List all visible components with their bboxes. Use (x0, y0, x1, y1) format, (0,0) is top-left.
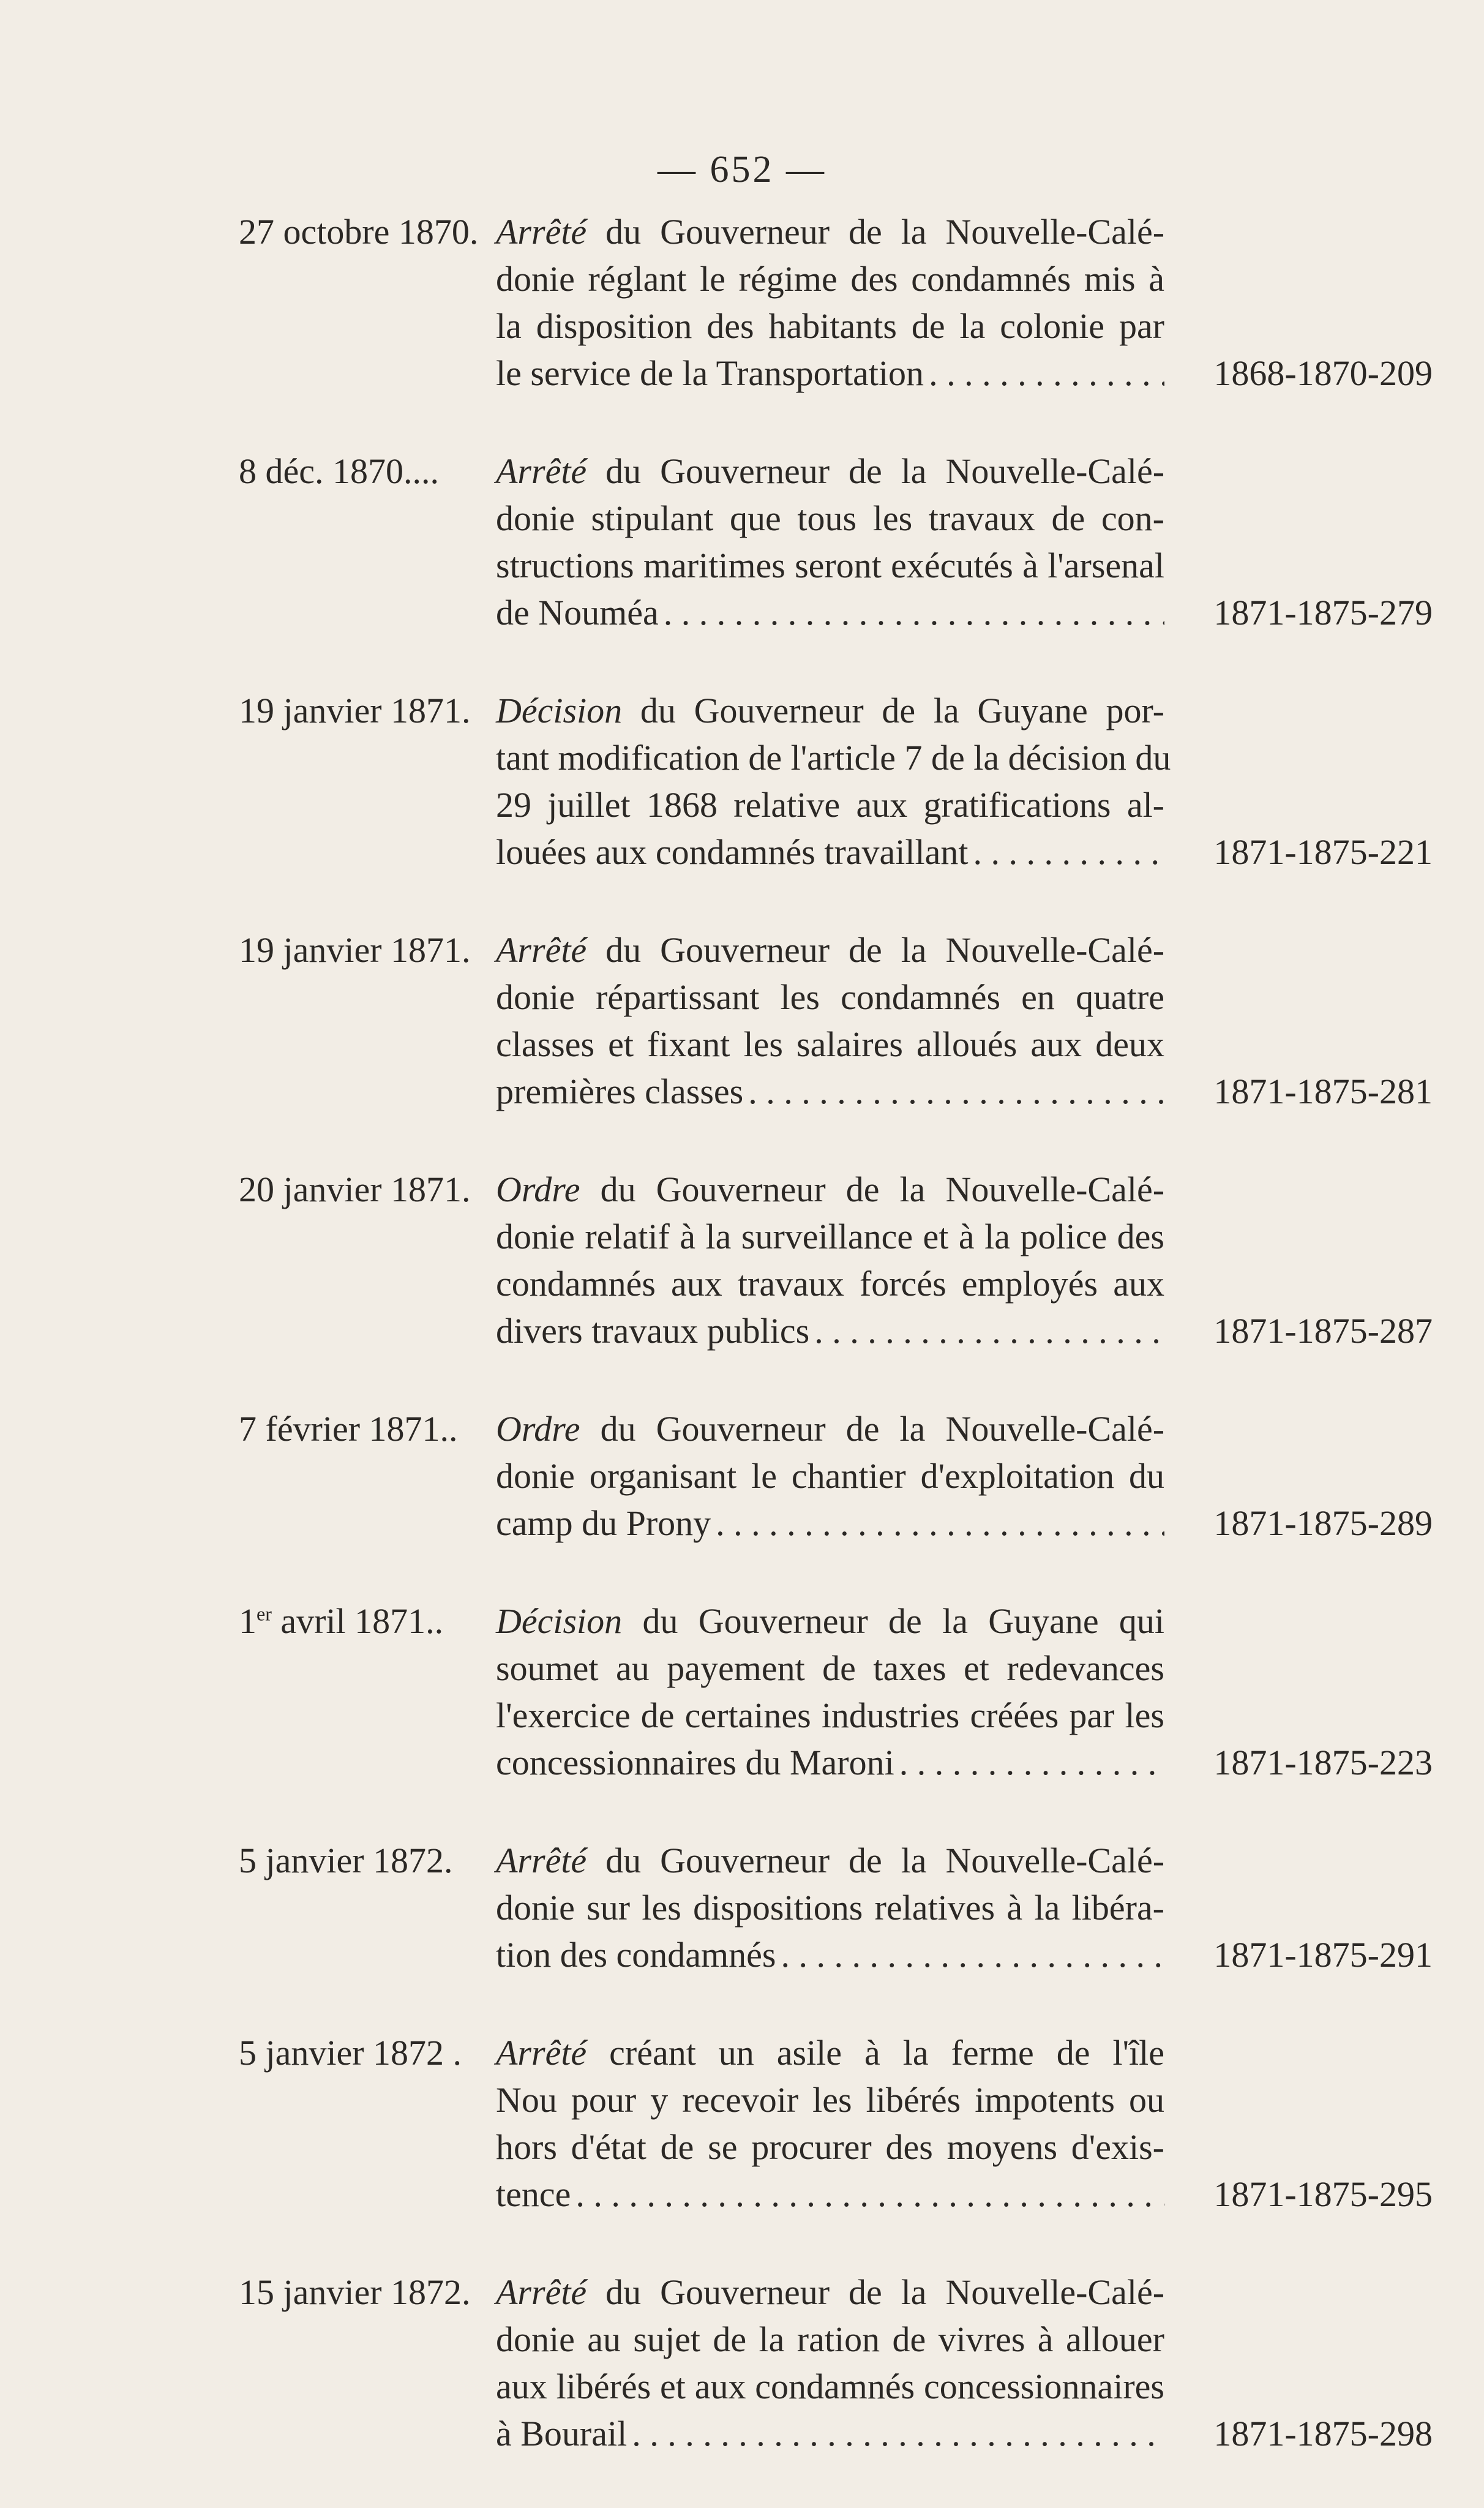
entry-text: du Gouverneur de la Nouvelle-Calé- (600, 1409, 1165, 1449)
act-type: Arrêté (496, 2272, 587, 2312)
entry-description (496, 2029, 1164, 2218)
entry-description (496, 2269, 1164, 2457)
act-type: Arrêté (496, 212, 587, 252)
entry-date: 7 février 1871.. (239, 1409, 458, 1449)
entry-text: du Gouverneur de la Nouvelle-Calé- (605, 212, 1165, 252)
entry-text: du Gouverneur de la Nouvelle-Calé- (605, 2272, 1165, 2312)
entry-line (496, 1068, 1164, 1115)
entry-line: condamnés aux travaux forcés employés aux (496, 1264, 1164, 1304)
entry-line: tant modification de l'article 7 de la décision du (496, 738, 1171, 778)
entry-line (496, 1307, 1164, 1354)
dot-leader (776, 1931, 1164, 1978)
volume-reference: 1871-1875-298 (1213, 2414, 1433, 2454)
volume-reference: 1871-1875-223 (1213, 1743, 1433, 1782)
dot-leader (743, 1068, 1164, 1115)
entry-line: donie au sujet de la ration de vivres à allouer (496, 2319, 1164, 2359)
entry-line (496, 1500, 1164, 1547)
entry-date: 8 déc. 1870.... (239, 451, 439, 491)
entry-date: 19 janvier 1871. (239, 691, 471, 730)
entry-text: du Gouverneur de la Nouvelle-Calé- (600, 1170, 1165, 1209)
entry-line (496, 1405, 1164, 1452)
entry-text: le service de la Transportation (496, 353, 924, 393)
act-type: Arrêté (496, 930, 587, 970)
act-type: Décision (496, 691, 623, 730)
decree-entry (239, 1405, 1433, 1547)
decree-entry (239, 687, 1433, 876)
decree-entry (239, 1598, 1433, 1786)
entry-line: aux libérés et aux condamnés concessionnaires (496, 2367, 1164, 2406)
act-type: Arrêté (496, 1841, 587, 1880)
decree-entry (239, 208, 1433, 397)
entry-line: Nou pour y recevoir les libérés impotents ou (496, 2080, 1164, 2120)
entry-text: de Nouméa (496, 593, 659, 633)
entry-description (496, 208, 1164, 397)
entry-description (496, 1405, 1164, 1547)
entry-description (496, 926, 1164, 1115)
entry-line (496, 1166, 1164, 1213)
volume-reference: 1871-1875-295 (1213, 2174, 1433, 2214)
entry-description (496, 1837, 1164, 1978)
entry-line (496, 1837, 1164, 1884)
entry-description (496, 448, 1164, 636)
entry-line (496, 350, 1164, 397)
act-type: Arrêté (496, 451, 587, 491)
entry-text: tion des condamnés (496, 1935, 776, 1975)
volume-reference: 1871-1875-291 (1213, 1935, 1433, 1975)
entry-line: soumet au payement de taxes et redevances (496, 1648, 1164, 1688)
volume-reference: 1871-1875-289 (1213, 1503, 1433, 1543)
entry-text: du Gouverneur de la Nouvelle-Calé- (605, 451, 1165, 491)
entry-line: donie réglant le régime des condamnés mis à (496, 259, 1164, 299)
entry-line: structions maritimes seront exécutés à l'arsenal (496, 546, 1164, 585)
entry-line (496, 448, 1164, 495)
entry-line: donie relatif à la surveillance et à la police des (496, 1217, 1164, 1256)
entry-date: 27 octobre 1870. (239, 212, 479, 252)
dot-leader (711, 1500, 1164, 1547)
entry-line (496, 1598, 1164, 1645)
decree-entry (239, 2269, 1433, 2457)
decree-entry (239, 926, 1433, 1115)
dot-leader (924, 350, 1164, 397)
date-rest: avril 1871.. (271, 1601, 444, 1641)
entry-date: 20 janvier 1871. (239, 1170, 471, 1209)
dot-leader (894, 1739, 1164, 1786)
entry-text: du Gouverneur de la Guyane qui (642, 1601, 1165, 1641)
entry-line: l'exercice de certaines industries créées par les (496, 1695, 1164, 1735)
entry-text: du Gouverneur de la Nouvelle-Calé- (605, 930, 1165, 970)
entry-text: premières classes (496, 1072, 744, 1111)
volume-reference: 1871-1875-281 (1213, 1072, 1433, 1111)
act-type: Décision (496, 1601, 623, 1641)
dot-leader (571, 2171, 1164, 2218)
entry-text: tence (496, 2174, 571, 2214)
entry-line: hors d'état de se procurer des moyens d'exis- (496, 2127, 1164, 2167)
entry-date: 5 janvier 1872 . (239, 2033, 462, 2073)
act-type: Ordre (496, 1409, 580, 1449)
entry-text: à Bourail (496, 2414, 628, 2454)
dot-leader (968, 828, 1164, 876)
entry-date: 5 janvier 1872. (239, 1841, 453, 1880)
volume-reference: 1868-1870-209 (1213, 353, 1433, 393)
volume-reference: 1871-1875-221 (1213, 832, 1433, 872)
volume-reference: 1871-1875-287 (1213, 1311, 1433, 1351)
decree-entry (239, 448, 1433, 636)
entry-text: du Gouverneur de la Nouvelle-Calé- (605, 1841, 1165, 1880)
entry-text: créant un asile à la ferme de l'île (609, 2033, 1165, 2073)
decree-entry (239, 2029, 1433, 2218)
entry-text: du Gouverneur de la Guyane por- (640, 691, 1164, 730)
entry-description (496, 1598, 1164, 1786)
entry-line (496, 687, 1164, 734)
decree-entry (239, 1837, 1433, 1978)
entry-date: 19 janvier 1871. (239, 930, 471, 970)
entry-line (496, 926, 1164, 974)
entry-line: donie organisant le chantier d'exploitation du (496, 1456, 1164, 1496)
entry-line: donie sur les dispositions relatives à la libéra- (496, 1888, 1164, 1928)
act-type: Arrêté (496, 2033, 587, 2073)
entry-line (496, 2269, 1164, 2316)
entry-line (496, 2029, 1164, 2076)
entry-line (496, 1739, 1164, 1786)
date-ordinal: er (257, 1602, 272, 1625)
entry-line: donie répartissant les condamnés en quatre (496, 977, 1164, 1017)
entry-description (496, 1166, 1164, 1354)
entry-text: camp du Prony (496, 1503, 711, 1543)
entry-description (496, 687, 1171, 876)
entry-text: divers travaux publics (496, 1311, 810, 1351)
dot-leader (659, 589, 1164, 636)
entry-date: 15 janvier 1872. (239, 2272, 471, 2312)
entry-line (496, 589, 1164, 636)
entry-line (496, 828, 1164, 876)
entry-line: donie stipulant que tous les travaux de con- (496, 498, 1164, 538)
entry-line (496, 208, 1164, 255)
entry-line: la disposition des habitants de la colonie par (496, 306, 1164, 346)
volume-reference: 1871-1875-279 (1213, 593, 1433, 633)
act-type: Ordre (496, 1170, 580, 1209)
entry-date (239, 1598, 496, 1645)
entry-text: concessionnaires du Maroni (496, 1743, 894, 1782)
dot-leader (627, 2410, 1164, 2457)
page-number: — 652 — (658, 149, 826, 190)
entry-text: louées aux condamnés travaillant (496, 832, 969, 872)
entry-line (496, 2171, 1164, 2218)
date-day: 1 (239, 1601, 257, 1641)
entry-line (496, 1931, 1164, 1978)
dot-leader (809, 1307, 1164, 1354)
decree-entry (239, 1166, 1433, 1354)
entry-line: 29 juillet 1868 relative aux gratifications al- (496, 785, 1164, 825)
entry-line: classes et fixant les salaires alloués aux deux (496, 1024, 1164, 1064)
entry-line (496, 2410, 1164, 2457)
decree-list (239, 208, 1433, 2508)
